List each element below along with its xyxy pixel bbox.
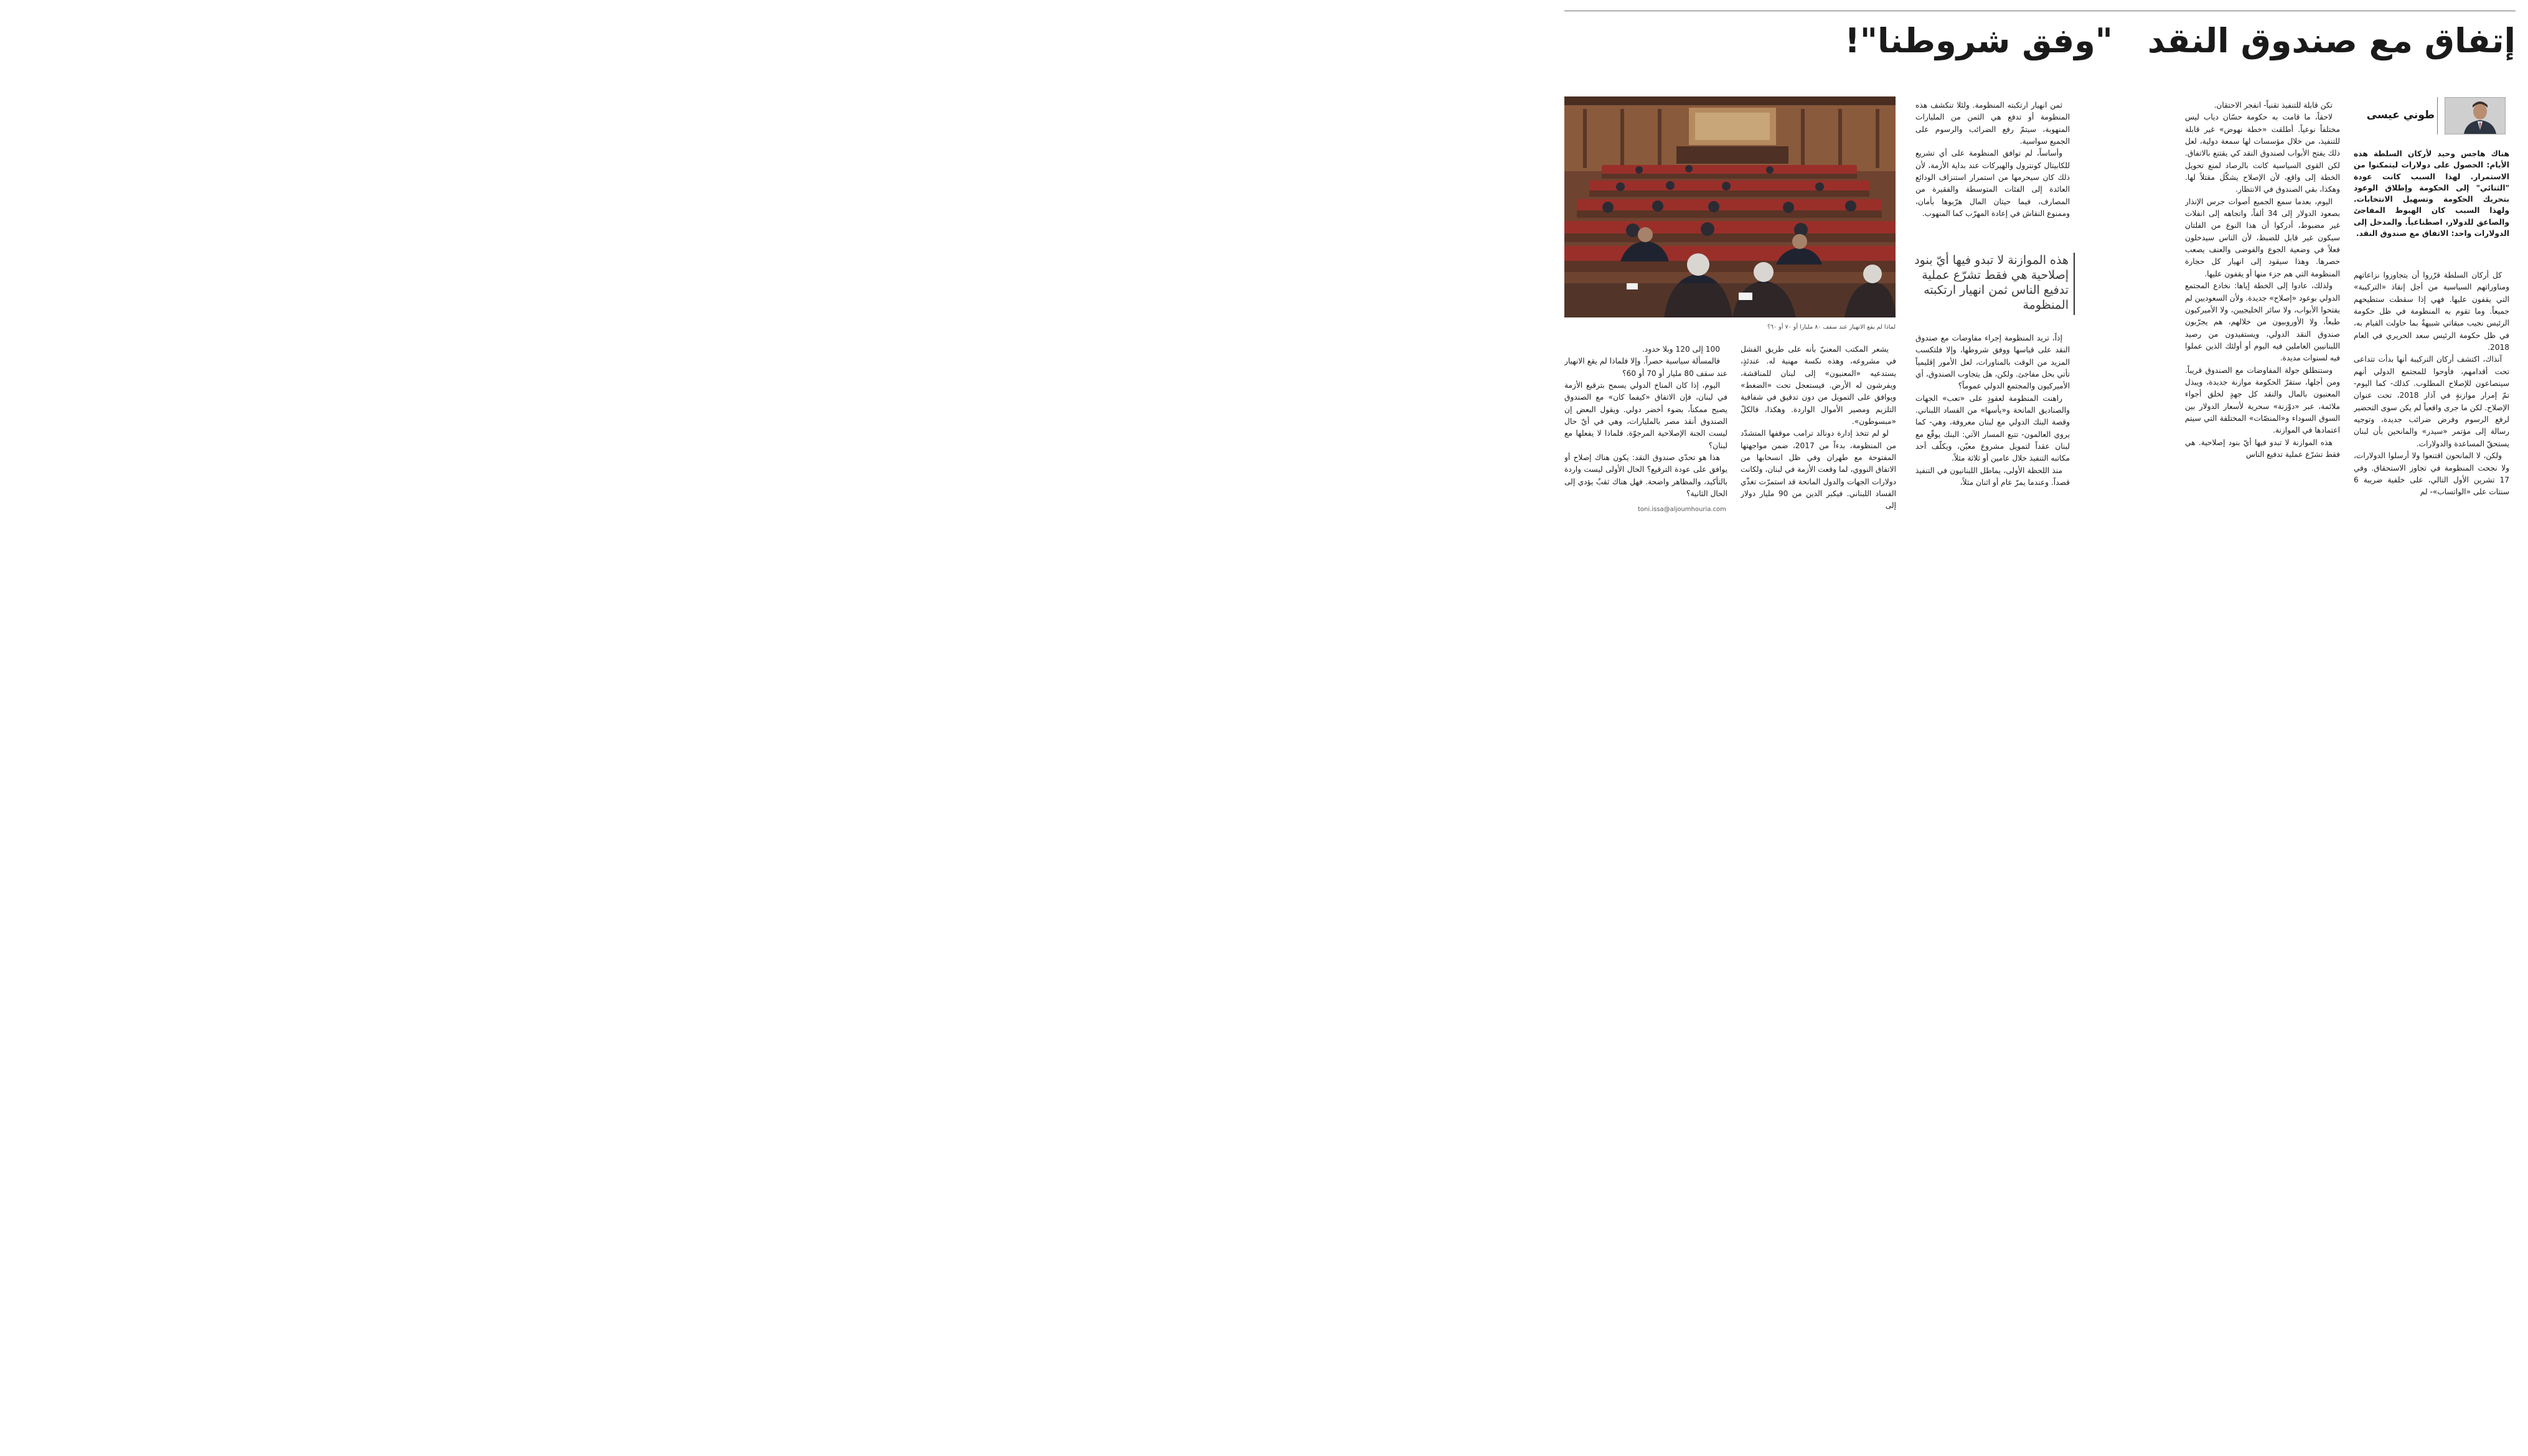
paragraph: لو لم تتخذ إدارة دونالد ترامب موقفها المتشدّد من المنظومة، بدءاً من 2017، ضمن مواجهتها المفتوحة مع طهران وفي ظل انسحابها من الاتفاق النووي، لما وقعت الأزمة في لبنان، ولكانت دولارات الجهات والدول المانحة قد استمرّت تغذّي الفساد اللبناني. فيكبر الدين من 90 مليار دولار إلى	[1741, 429, 1896, 510]
paragraph: تكن قابلة للتنفيذ تقنياً- انفجر الاحتقان.	[2214, 101, 2333, 110]
author-photo	[2445, 97, 2506, 134]
paragraph: آنذاك، اكتشف أركان التركيبة أنها بدأت تتداعى تحت أقدامهم، فأوحوا للمجتمع الدولي أنهم سينصاعون للإصلاح المطلوب. كذلك- كما اليوم- تمّ إمرار موازنةٍ في آذار 2018، تحت عنوان الإصلاح. لكن ما جرى واقعياً لم يكن سوى التحضير لرفع الرسوم وفرض ضرائب جديدة، وتوجيه رسالة إلى مؤتمر «سيدر» والمانحين بأن لبنان يستحقّ المساعدة والدولارات.	[2354, 355, 2509, 448]
paragraph: ولذلك، عادوا إلى الخطة إياها: نخادع المجتمع الدولي بوعود «إصلاح» جديدة. ولأن السعوديين لم يفتحوا الأبواب، ولا سائر الخليجيين، ولا الأميركيون طبعاً، ولا الأوروبيون من خلالهم، هم يجرّبون صندوق النقد الدولي، ويستفيدون من رصيد اللبنانيين العاملين فيه اليوم أو أولئك الذين عملوا فيه لسنوات مديدة.	[2185, 281, 2340, 363]
column-3-lower	[1915, 332, 2070, 519]
paragraph: 100 إلى 120 وبلا حدود.	[1642, 345, 1720, 354]
headline-part-1: إتفاق مع صندوق النقد	[2147, 21, 2516, 60]
paragraph: راهنت المنظومة لعقودٍ على «تعب» الجهات والصناديق المانحة و«يأسها» من الفساد اللبناني. وقصة البنك الدولي مع لبنان معروفة، وهي- كما يروي العالمون- تتبع المسار الآتي: البنك يوقّع مع لبنان عقداً لتمويل مشروع معيّن، ويكلّف أحد مكاتبه التنفيذ خلال عامين أو ثلاثة مثلاً.	[1915, 393, 2070, 463]
paragraph: وستنطلق جولة المفاوضات مع الصندوق قريباً. ومن أجلها، ستقرّ الحكومة موازنة جديدة، ويبذل المعنيون بالمال والنقد كل جهدٍ لخلق أجواء ملائمة، عبر «دوْزنة» سحرية لأسعار الدولار بين السوق السوداء و«المنصّات» المختلفة التي سيتم اعتمادها في الموازنة.	[2185, 365, 2340, 435]
author-divider	[2437, 97, 2438, 134]
paragraph: وأساساً، لم توافق المنظومة على أي تشريع للكابيتال كونترول والهيركات عند بداية الأزمة، لأن ذلك كان سيحرمها من استمرار استنزاف الودائع العائدة إلى الفئات المتوسطة والفقيرة من المصارف، فيما حيتان المال هرّبوها بأمان، وممنوع النقاش في إعادة المهرّب كما المنهوب.	[1915, 149, 2070, 218]
paragraph: ولكن، لا المانحون اقتنعوا ولا أرسلوا الدولارات، ولا نجحت المنظومة في تجاوز الاستحقاق. وفي 17 تشرين الأول التالي، على خلفية ضريبة 6 سنتات على «الواتساب»- لم	[2354, 451, 2509, 497]
column-3-upper	[1915, 100, 2070, 238]
paragraph: يشعر المكتب المعنيّ بأنه على طريق الفشل في مشروعه، وهذه نكسة مهنية له. عندئذٍ، يستدعيه «المعنيون» إلى لبنان للمناقشة، ويفرشون له الأرض. فيستعجل تحت «الضغط» ويوافق على التمويل من دون تدقيق في شفافية التلزيم ومصير الأموال الواردة. وهكذا، فالكلّ «مبسوطون».	[1741, 345, 1896, 426]
lead-paragraph: هناك هاجس وحيد لأركان السلطة هذه الأيام: الحصول على دولارات ليتمكنوا من الاستمرار. لهذا السبب كانت عودة "الثنائي" إلى الحكومة وإطلاق الوعود بتحريك الحكومة وتسهيل الانتخابات. ولهذا السبب كان الهبوط المفاجئ والصاعق للدولار، اصطناعياً. والمدخل إلى الدولارات واحد: الاتفاق مع صندوق النقد.	[2354, 149, 2509, 238]
headline	[1563, 16, 2516, 66]
headline-part-2: "وفق شروطنا"!	[1844, 21, 2113, 60]
parliament-photo	[1564, 96, 1896, 317]
parliament-session-image	[1564, 96, 1896, 317]
author-email[interactable]: toni.issa@aljoumhouria.com	[1638, 506, 1726, 513]
newspaper-page	[1552, 0, 2528, 562]
photo-caption: لماذا لم يقع الانهيار عند سقف ٨٠ مليارا أو ٧٠ أو ٦٠؟	[1767, 324, 1896, 331]
author-portrait-image	[2445, 98, 2505, 134]
pull-quote-rule	[2074, 253, 2075, 315]
paragraph: هذا هو تحدّي صندوق النقد: يكون هناك إصلاح أو يوافق على عودة الترقيع؟ الحال الأولى ليست واردة بالتأكيد، والمظاهر واضحة. فهل هناك ثقبٌ يؤدي إلى الحال الثانية؟	[1564, 453, 1727, 499]
author-name: طوني عيسى	[2366, 109, 2435, 121]
column-5	[1564, 344, 1727, 503]
paragraph: لاحقاً، ما قامت به حكومة حسّان دياب ليس مختلفاً نوعياً. أطلقت «خطة نهوض» غير قابلة للتنفيذ، من خلال مؤسسات لها سمعة دولية، لعل ذلك يفتح الأبواب لصندوق النقد كي يقتنع بالاتفاق. لكن القوى السياسية كانت بالرصاد لمنع تحويل الخطة إلى واقع، لأن الإصلاح يشكّل مقتلاً لها. وهكذا، بقي الصندوق في الانتظار.	[2185, 113, 2340, 194]
pull-quote: هذه الموازنة لا تبدو فيها أيّ بنود إصلاحية هي فقط تشرّع عملية تدفيع الناس ثمن انهيار ارتكبته المنظومة	[1914, 253, 2069, 312]
paragraph: ثمن انهيار ارتكبته المنظومة. ولئلا تنكشف هذه المنظومة أو تدفع هي الثمن من المليارات المنهوبة، سيتمّ رفع الضرائب والرسوم على الجميع سواسية.	[1915, 101, 2070, 146]
paragraph: اليوم، إذا كان المناخ الدولي يسمح بترقيع الأزمة في لبنان، فإن الاتفاق «كيفما كان» مع الصندوق يصبح ممكناً، بضوء أخضر دولي. ويقول البعض إن الصندوق أنقذ مصر بالمليارات، وهي في أيّ حال ليست الجنة الإصلاحية المرجوّة. فلماذا لا يفعلها مع لبنان؟	[1564, 381, 1727, 450]
paragraph: منذ اللحظة الأولى، يماطل اللبنانيون في التنفيذ قصداً. وعندما يمرّ عام أو اثنان مثلاً،	[1915, 466, 2070, 487]
column-1	[2354, 270, 2509, 522]
paragraph: هذه الموازنة لا تبدو فيها أيّ بنود إصلاحية. هي فقط تشرّع عملية تدفيع الناس	[2185, 438, 2340, 459]
paragraph: كل أركان السلطة قرّروا أن يتجاوزوا نزاعاتهم ومناوراتهم السياسية من أجل إنقاذ «التركيبة» التي يقفون عليها. فهي إذا سقطت ستطيحهم جميعاً. وما تقوم به المنظومة في ظل حكومة الرئيس نجيب ميقاتي شبيهةٌ بما حاولت القيام به، في ظل حكومة الرئيس سعد الحريري في العام 2018.	[2354, 271, 2509, 352]
column-2	[2185, 100, 2340, 522]
column-4	[1741, 344, 1896, 519]
paragraph: اليوم، بعدما سمع الجميع أصوات جرس الإنذار بصعود الدولار إلى 34 ألفاً، واتجاهه إلى انفلات غير مضبوط، أدركوا أن هذا النوع من الفلتان سيكون غير قابل للضبط، لأن الناس سيدخلون فعلاً في وضعية الجوع والفوضى والعنف يصعب حصرها. وهذا سيقود إلى انهيار كل حجارة المنظومة التي هم جزء منها أو يقفون عليها.	[2185, 197, 2340, 278]
paragraph: فالمسألة سياسية حصراً. وإلا فلماذا لم يقع الانهيار عند سقف 80 مليار أو 70 أو 60؟	[1564, 357, 1727, 378]
paragraph: إذاً، تريد المنظومة إجراء مفاوضات مع صندوق النقد على قياسها ووفق شروطها، وإلا فلتكسب المزيد من الوقت بالمناورات، لعل الأمور إقليمياً تأتي بحل مفاجئ. ولكن، هل يتجاوب الصندوق، أي الأميركيون والمجتمع الدولي عموماً؟	[1915, 334, 2070, 391]
